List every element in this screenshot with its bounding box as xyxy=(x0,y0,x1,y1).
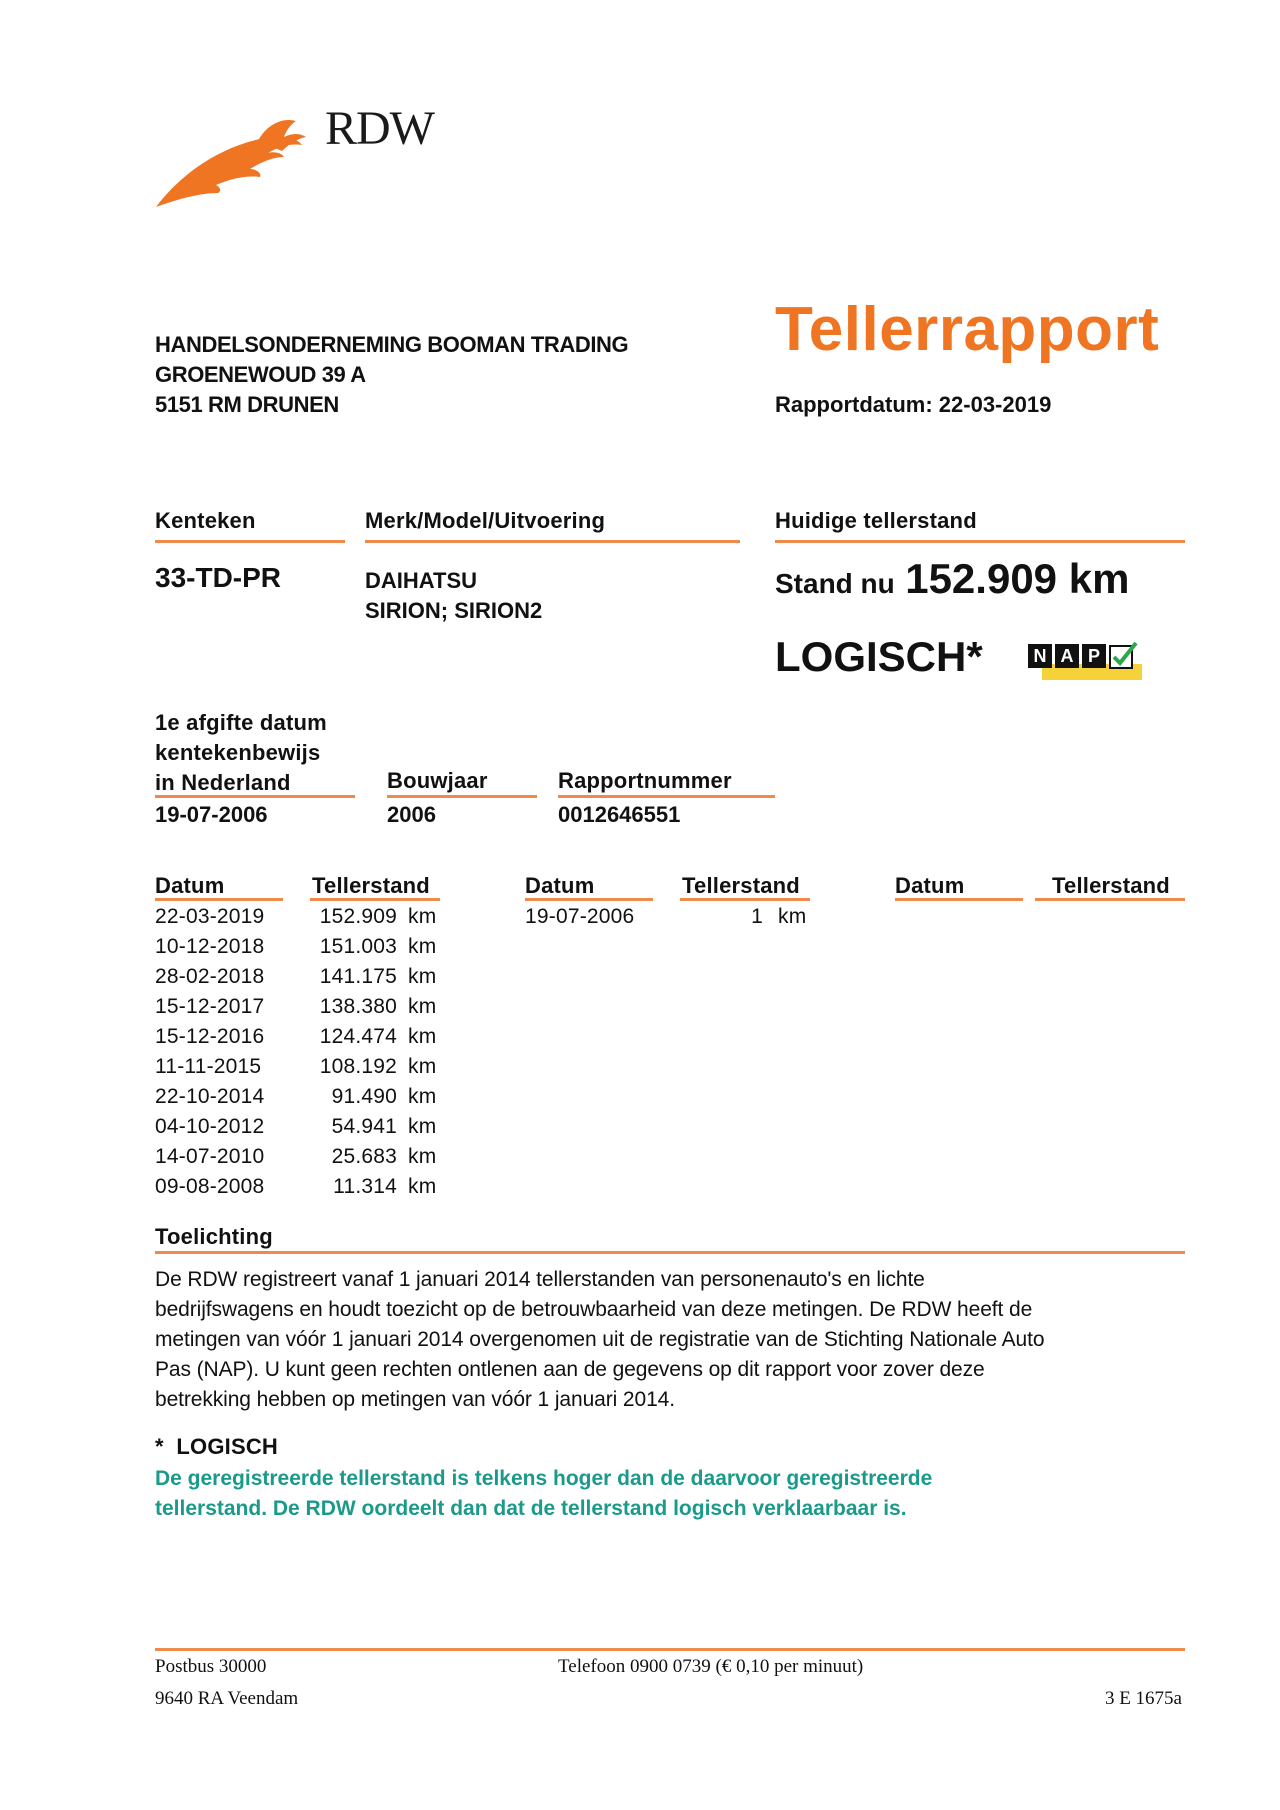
col3-date-rule xyxy=(895,898,1023,901)
col3-odo-header: Tellerstand xyxy=(1052,873,1170,898)
col1-odo-rule xyxy=(310,898,440,901)
col1-date-rule xyxy=(155,898,283,901)
recipient-address xyxy=(155,330,628,420)
report-date-value: 22-03-2019 xyxy=(938,392,1052,417)
recipient-street: GROENEWOUD 39 A xyxy=(155,362,366,387)
reading-date: 14-07-2010 xyxy=(155,1145,265,1168)
report-date-label: Rapportdatum: xyxy=(775,392,933,417)
explanation-heading: Toelichting xyxy=(155,1224,273,1249)
reading-value: 54.941 xyxy=(331,1115,397,1138)
report-date xyxy=(775,392,1051,418)
current-prefix: Stand nu xyxy=(775,568,895,599)
readings-col2 xyxy=(525,902,815,932)
reading-date: 04-10-2012 xyxy=(155,1115,265,1138)
reading-date: 15-12-2017 xyxy=(155,995,265,1018)
reading-row xyxy=(155,1082,445,1112)
reading-value: 91.490 xyxy=(331,1085,397,1108)
recipient-city: 5151 RM DRUNEN xyxy=(155,392,339,417)
check-icon xyxy=(1108,640,1138,670)
reading-value: 25.683 xyxy=(331,1145,397,1168)
make-value xyxy=(365,566,542,626)
footer-city: 9640 RA Veendam xyxy=(155,1688,299,1709)
first-issue-label-1: 1e afgifte datum xyxy=(155,710,327,735)
reading-date: 09-08-2008 xyxy=(155,1175,265,1198)
report-number-label: Rapportnummer xyxy=(558,768,732,793)
explanation-line: metingen van vóór 1 januari 2014 overgenomen uit de registratie van de Stichting Nationale Auto xyxy=(155,1328,1045,1351)
reading-date: 11-11-2015 xyxy=(155,1055,262,1078)
feather-icon xyxy=(150,95,310,215)
reading-row xyxy=(155,1022,445,1052)
reading-unit: km xyxy=(408,935,437,958)
col3-odo-rule xyxy=(1035,898,1185,901)
reading-row xyxy=(155,962,445,992)
explanation-body xyxy=(155,1265,1195,1415)
make-label: Merk/Model/Uitvoering xyxy=(365,508,606,533)
nap-letter-a: A xyxy=(1055,644,1079,668)
rdw-logo xyxy=(150,95,450,215)
reading-row xyxy=(155,1112,445,1142)
nap-logo xyxy=(1028,640,1143,684)
col1-odo-header: Tellerstand xyxy=(312,873,430,898)
verdict-text: LOGISCH* xyxy=(775,633,983,680)
reading-unit: km xyxy=(408,965,437,988)
footer-postbus: Postbus 30000 xyxy=(155,1656,267,1677)
reading-unit: km xyxy=(408,1085,437,1108)
reading-row xyxy=(155,992,445,1022)
reading-unit: km xyxy=(408,1145,437,1168)
verdict-explanation xyxy=(155,1464,932,1524)
reading-unit: km xyxy=(408,1025,437,1048)
reading-value: 11.314 xyxy=(333,1175,397,1198)
reading-value: 124.474 xyxy=(319,1025,397,1048)
first-issue-label xyxy=(155,708,327,798)
reading-row xyxy=(155,1142,445,1172)
explanation-line: Pas (NAP). U kunt geen rechten ontlenen aan de gegevens op dit rapport voor zover deze xyxy=(155,1358,985,1381)
first-issue-rule xyxy=(155,795,355,798)
nap-letter-n: N xyxy=(1028,644,1052,668)
footer-code: 3 E 1675a xyxy=(1104,1688,1182,1709)
current-reading xyxy=(775,555,1129,603)
year-rule xyxy=(387,795,537,798)
report-title: Tellerrapport xyxy=(775,295,1160,364)
plate-rule xyxy=(155,540,345,543)
reading-date: 10-12-2018 xyxy=(155,935,265,958)
reading-row xyxy=(155,932,445,962)
reading-row xyxy=(155,1052,445,1082)
footer-phone: Telefoon 0900 0739 (€ 0,10 per minuut) xyxy=(558,1656,864,1677)
explanation-line: De RDW registreert vanaf 1 januari 2014 tellerstanden van personenauto's en lichte xyxy=(155,1268,925,1291)
explanation-line: betrekking hebben op metingen van vóór 1 januari 2014. xyxy=(155,1388,675,1411)
first-issue-value: 19-07-2006 xyxy=(155,802,268,827)
reading-row xyxy=(155,1172,445,1202)
current-label: Huidige tellerstand xyxy=(775,508,977,533)
col2-date-rule xyxy=(525,898,653,901)
col1-date-header: Datum xyxy=(155,873,225,898)
col3-date-header: Datum xyxy=(895,873,965,898)
current-value: 152.909 km xyxy=(905,555,1130,602)
col2-odo-header: Tellerstand xyxy=(682,873,800,898)
current-rule xyxy=(775,540,1185,543)
reading-value: 1 xyxy=(751,905,763,928)
plate-label: Kenteken xyxy=(155,508,256,533)
make-line-brand: DAIHATSU xyxy=(365,568,478,593)
reading-unit: km xyxy=(408,1055,437,1078)
first-issue-label-3: in Nederland xyxy=(155,770,291,795)
col2-date-header: Datum xyxy=(525,873,595,898)
reading-row xyxy=(525,902,815,932)
recipient-name: HANDELSONDERNEMING BOOMAN TRADING xyxy=(155,332,629,357)
reading-value: 138.380 xyxy=(319,995,397,1018)
reading-value: 141.175 xyxy=(319,965,397,988)
readings-col1 xyxy=(155,902,445,1202)
make-line-model: SIRION; SIRION2 xyxy=(365,598,543,623)
col2-odo-rule xyxy=(680,898,810,901)
first-issue-label-2: kentekenbewijs xyxy=(155,740,321,765)
plate-value: 33-TD-PR xyxy=(155,562,282,593)
explanation-line: bedrijfswagens en houdt toezicht op de betrouwbaarheid van deze metingen. De RDW heeft de xyxy=(155,1298,1033,1321)
reading-unit: km xyxy=(408,1175,437,1198)
reading-value: 152.909 xyxy=(319,905,397,928)
verdict-line: De geregistreerde tellerstand is telkens hoger dan de daarvoor geregistreerde xyxy=(155,1467,933,1490)
verdict-line: tellerstand. De RDW oordeelt dan dat de tellerstand logisch verklaarbaar is. xyxy=(155,1497,907,1520)
reading-date: 28-02-2018 xyxy=(155,965,265,988)
reading-date: 19-07-2006 xyxy=(525,905,635,928)
reading-date: 22-03-2019 xyxy=(155,905,265,928)
reading-date: 15-12-2016 xyxy=(155,1025,265,1048)
brand-name: RDW xyxy=(325,102,434,155)
reading-date: 22-10-2014 xyxy=(155,1085,265,1108)
reading-unit: km xyxy=(778,905,807,928)
report-number-value: 0012646551 xyxy=(558,802,681,827)
footer-rule xyxy=(155,1648,1185,1651)
nap-letter-p: P xyxy=(1082,644,1106,668)
explanation-rule xyxy=(155,1251,1185,1254)
reading-unit: km xyxy=(408,905,437,928)
reading-row xyxy=(155,902,445,932)
reading-unit: km xyxy=(408,1115,437,1138)
year-value: 2006 xyxy=(387,802,436,827)
year-label: Bouwjaar xyxy=(387,768,488,793)
reading-unit: km xyxy=(408,995,437,1018)
verdict-heading: * LOGISCH xyxy=(155,1434,279,1459)
make-rule xyxy=(365,540,740,543)
reading-value: 108.192 xyxy=(319,1055,397,1078)
reading-value: 151.003 xyxy=(319,935,397,958)
report-number-rule xyxy=(558,795,775,798)
